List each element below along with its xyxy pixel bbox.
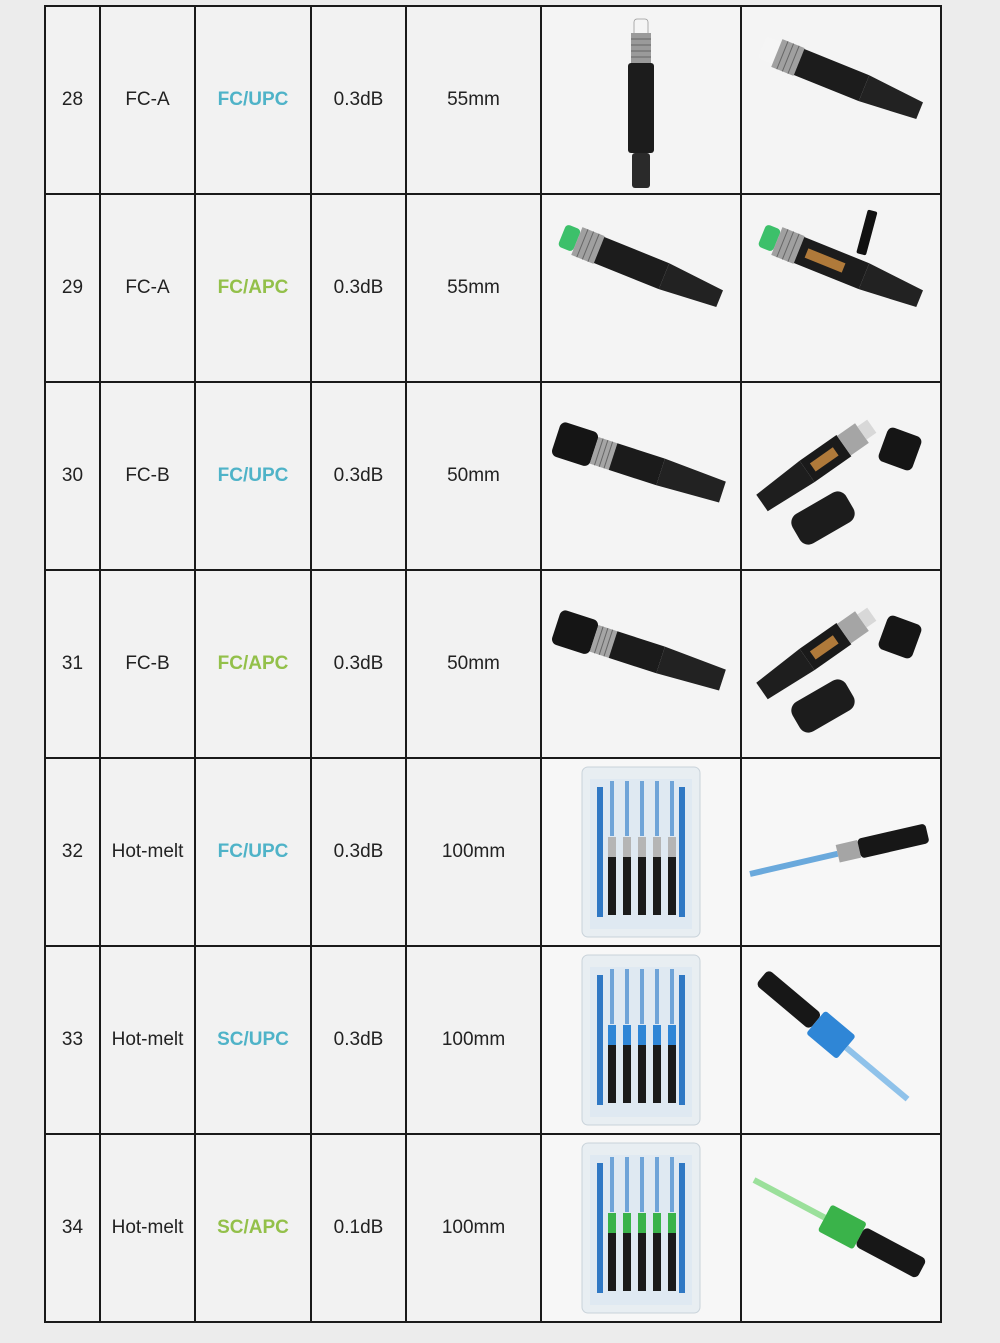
table-row — [45, 946, 941, 1134]
product-photo-cell — [541, 1134, 741, 1322]
row-number: 30 — [45, 382, 100, 570]
product-detail-photo — [742, 383, 940, 569]
connector-spec-table — [44, 5, 942, 1323]
product-photo-cell — [541, 194, 741, 382]
product-detail-photo-cell — [741, 194, 941, 382]
table-body — [45, 6, 941, 1322]
table-row — [45, 1134, 941, 1322]
insertion-loss-cell: 0.3dB — [311, 6, 406, 194]
product-detail-photo-cell — [741, 1134, 941, 1322]
length-cell: 100mm — [406, 758, 541, 946]
model-cell: FC-B — [100, 570, 195, 758]
product-photo-cell — [541, 382, 741, 570]
product-detail-photo — [742, 7, 940, 193]
model-cell: FC-B — [100, 382, 195, 570]
table-row — [45, 758, 941, 946]
product-photo-cell — [541, 570, 741, 758]
table-row — [45, 194, 941, 382]
model-cell: FC-A — [100, 6, 195, 194]
insertion-loss-cell: 0.3dB — [311, 946, 406, 1134]
connector-type-cell: SC/UPC — [195, 946, 311, 1134]
model-cell: Hot-melt — [100, 1134, 195, 1322]
length-cell: 55mm — [406, 194, 541, 382]
connector-type-cell: FC/UPC — [195, 758, 311, 946]
product-detail-photo — [742, 195, 940, 381]
table-row — [45, 570, 941, 758]
product-photo — [542, 7, 740, 193]
insertion-loss-cell: 0.3dB — [311, 758, 406, 946]
product-photo — [542, 1135, 740, 1321]
insertion-loss-cell: 0.3dB — [311, 570, 406, 758]
product-detail-photo-cell — [741, 570, 941, 758]
insertion-loss-cell: 0.3dB — [311, 194, 406, 382]
length-cell: 100mm — [406, 1134, 541, 1322]
product-photo — [542, 571, 740, 757]
product-photo-cell — [541, 6, 741, 194]
product-detail-photo-cell — [741, 382, 941, 570]
row-number: 32 — [45, 758, 100, 946]
length-cell: 55mm — [406, 6, 541, 194]
product-detail-photo — [742, 571, 940, 757]
product-detail-photo-cell — [741, 6, 941, 194]
length-cell: 50mm — [406, 570, 541, 758]
length-cell: 100mm — [406, 946, 541, 1134]
insertion-loss-cell: 0.1dB — [311, 1134, 406, 1322]
product-photo — [542, 383, 740, 569]
product-photo — [542, 947, 740, 1133]
insertion-loss-cell: 0.3dB — [311, 382, 406, 570]
product-detail-photo — [742, 759, 940, 945]
table-row — [45, 6, 941, 194]
row-number: 31 — [45, 570, 100, 758]
row-number: 33 — [45, 946, 100, 1134]
model-cell: Hot-melt — [100, 946, 195, 1134]
product-detail-photo-cell — [741, 946, 941, 1134]
product-photo — [542, 195, 740, 381]
row-number: 29 — [45, 194, 100, 382]
product-detail-photo-cell — [741, 758, 941, 946]
model-cell: FC-A — [100, 194, 195, 382]
connector-type-cell: FC/APC — [195, 194, 311, 382]
connector-type-cell: FC/UPC — [195, 382, 311, 570]
connector-type-cell: FC/UPC — [195, 6, 311, 194]
connector-type-cell: SC/APC — [195, 1134, 311, 1322]
product-detail-photo — [742, 947, 940, 1133]
table-row — [45, 382, 941, 570]
length-cell: 50mm — [406, 382, 541, 570]
product-photo-cell — [541, 758, 741, 946]
product-detail-photo — [742, 1135, 940, 1321]
model-cell: Hot-melt — [100, 758, 195, 946]
product-photo — [542, 759, 740, 945]
row-number: 34 — [45, 1134, 100, 1322]
connector-type-cell: FC/APC — [195, 570, 311, 758]
product-photo-cell — [541, 946, 741, 1134]
row-number: 28 — [45, 6, 100, 194]
